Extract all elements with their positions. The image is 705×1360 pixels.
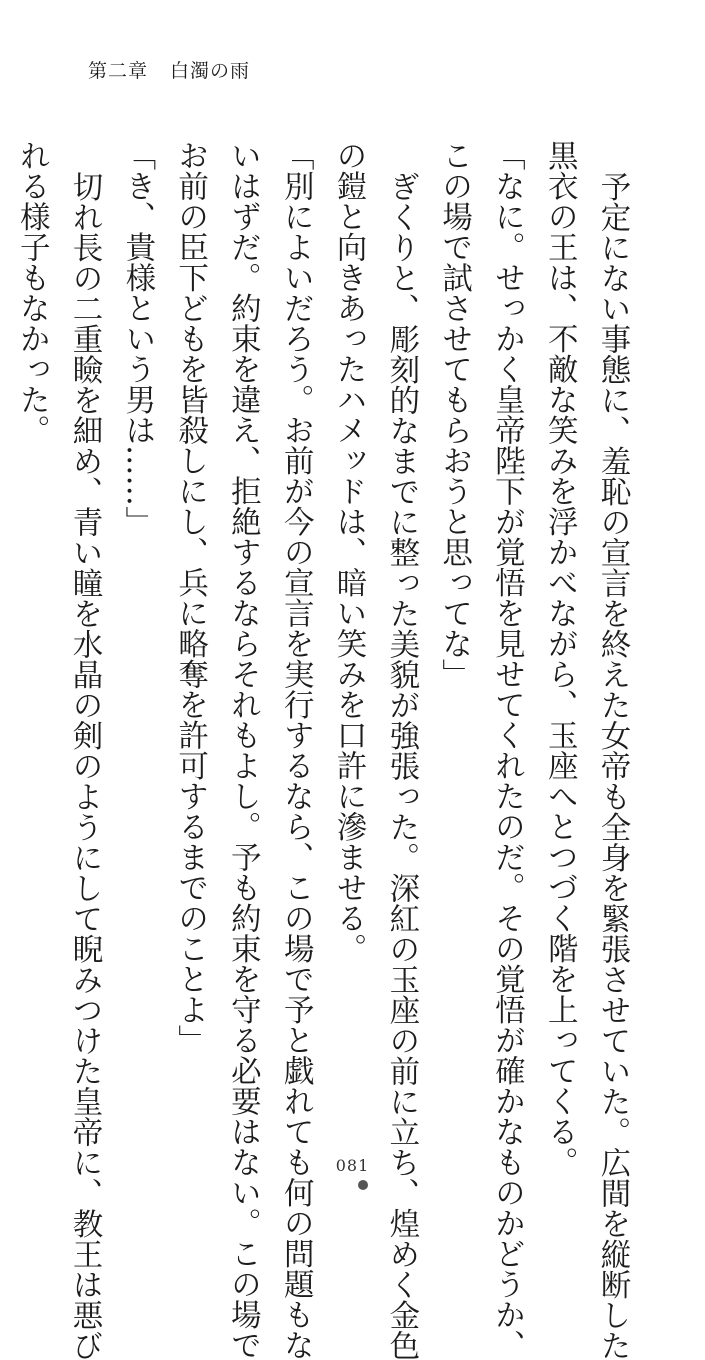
text-line: いはずだ。約束を違え、拒絶するならそれもよし。予も約束を守る必要はない。この場で [225, 140, 261, 1360]
page-dot-ornament [358, 1180, 368, 1190]
text-line: れる様子もなかった。 [14, 140, 50, 445]
page-number: 081 [335, 1156, 370, 1175]
text-line: 「なに。せっかく皇帝陛下が覚悟を見せてくれたのだ。その覚悟が確かなものかどうか、 [489, 140, 525, 1360]
chapter-header [88, 56, 250, 83]
text-line: この場で試させてもらおうと思ってな」 [436, 140, 472, 689]
text-line: ぎくりと、彫刻的なまでに整った美貌が強張った。深紅の玉座の前に立ち、煌めく金色 [383, 170, 419, 1360]
chapter-title: 白濁の雨 [170, 60, 251, 82]
text-line [0, 140, 4, 1020]
text-line: 「別によいだろう。お前が今の宣言を実行するなら、この場で予と戯れても何の問題もな [278, 140, 314, 1360]
chapter-number: 第二章 [88, 60, 149, 82]
text-line: 「き、貴様という男は……」 [119, 140, 155, 537]
text-line: 黒衣の王は、不敵な笑みを浮かべながら、玉座へとつづく階を上ってくる。 [542, 140, 578, 1177]
text-line: お前の臣下どもを皆殺しにし、兵に略奪を許可するまでのことよ」 [172, 140, 208, 1055]
text-line: 予定にない事態に、羞恥の宣言を終えた女帝も全身を緊張させていた。広間を縦断した [595, 170, 630, 1360]
text-line: の鎧と向きあったハメッドは、暗い笑みを口許に滲ませる。 [331, 140, 367, 964]
text-line: 切れ長の二重瞼を細め、青い瞳を水晶の剣のようにして睨みつけた皇帝に、教王は悪び [67, 170, 103, 1360]
